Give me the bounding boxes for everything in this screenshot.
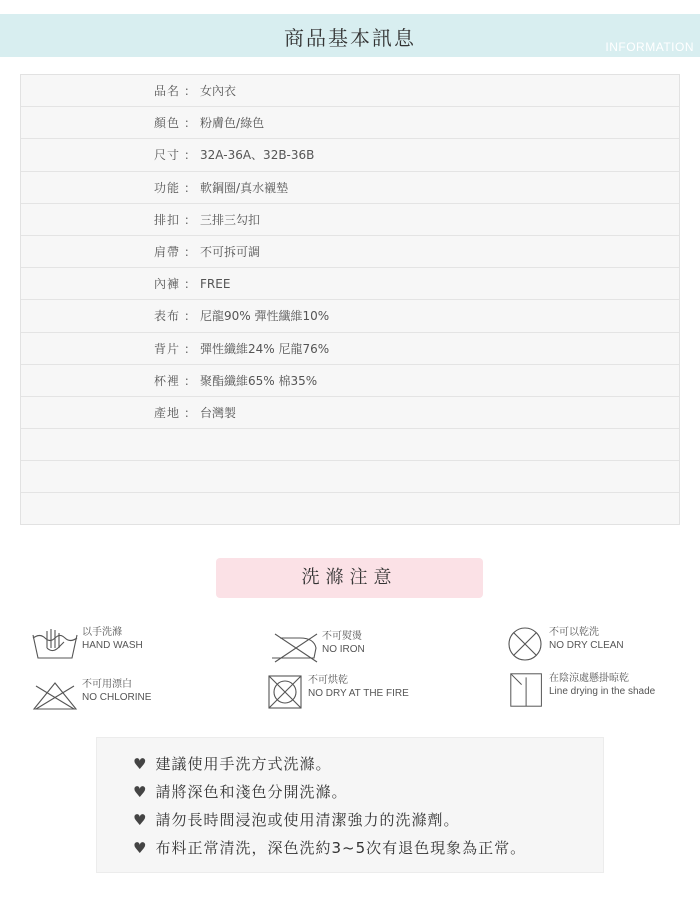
spec-value: 尼龍90% 彈性纖維10% (200, 309, 330, 324)
no-iron-icon (270, 630, 320, 666)
spec-label: 內褲 (154, 277, 181, 292)
spec-row (21, 397, 679, 429)
spec-label: 背片 (154, 341, 181, 356)
no-tumble-dry-icon (266, 674, 306, 710)
care-item-no-iron (270, 630, 365, 666)
line-dry-shade-icon (507, 672, 547, 708)
care-note-text: 請將深色和淺色分開洗滌。 (155, 783, 348, 801)
care-label-en: NO CHLORINE (82, 692, 152, 703)
spec-value: 軟鋼圈/真水襯墊 (200, 180, 289, 195)
spec-row (21, 365, 679, 397)
spec-row (21, 75, 679, 107)
heart-icon: ♥ (133, 782, 148, 801)
spec-label: 尺寸 (154, 148, 181, 163)
spec-colon: ： (184, 341, 197, 356)
care-note (133, 753, 331, 774)
heart-icon: ♥ (133, 754, 148, 773)
spec-value: 粉膚色/綠色 (200, 116, 265, 131)
spec-row-empty (21, 493, 679, 525)
spec-row-empty (21, 429, 679, 461)
spec-value: 三排三勾扣 (200, 212, 261, 227)
spec-table (20, 74, 680, 525)
spec-label: 表布 (154, 309, 181, 324)
spec-label: 功能 (154, 180, 181, 195)
spec-value: FREE (200, 276, 231, 291)
care-label-en: NO DRY AT THE FIRE (308, 688, 409, 699)
spec-row (21, 204, 679, 236)
spec-colon: ： (184, 116, 197, 131)
care-note (133, 837, 526, 858)
hand-wash-icon (30, 626, 80, 662)
spec-value: 台灣製 (200, 405, 237, 420)
spec-value: 彈性纖維24% 尼龍76% (200, 341, 330, 356)
spec-colon: ： (184, 84, 197, 99)
spec-row (21, 333, 679, 365)
spec-colon: ： (184, 180, 197, 195)
care-label-zh: 不可用漂白 (82, 679, 132, 690)
care-item-no-chlorine (30, 678, 151, 714)
heart-icon: ♥ (133, 838, 148, 857)
care-notes-box (96, 737, 604, 873)
care-label-zh: 不可以乾洗 (549, 627, 599, 638)
spec-colon: ： (184, 309, 197, 324)
spec-label: 顏色 (154, 116, 181, 131)
spec-value: 32A-36A、32B-36B (200, 148, 315, 163)
care-item-no-dry-clean (507, 626, 624, 662)
care-label-zh: 在陰涼處懸掛晾乾 (549, 673, 629, 684)
spec-colon: ： (184, 373, 197, 388)
wash-instructions-title: 洗滌注意 (216, 558, 483, 598)
no-chlorine-icon (30, 678, 80, 714)
spec-label: 品名 (154, 84, 181, 99)
care-label-en: NO DRY CLEAN (549, 640, 624, 651)
care-note-text: 布料正常清洗，深色洗約3~5次有退色現象為正常。 (155, 839, 527, 857)
care-note-text: 請勿長時間浸泡或使用清潔強力的洗滌劑。 (155, 811, 460, 829)
care-label-en: NO IRON (322, 644, 365, 655)
care-note (133, 809, 459, 830)
spec-label: 杯裡 (154, 373, 181, 388)
care-item-hand-wash (30, 626, 143, 662)
spec-row-empty (21, 461, 679, 493)
spec-colon: ： (184, 212, 197, 227)
spec-label: 排扣 (154, 212, 181, 227)
spec-colon: ： (184, 405, 197, 420)
spec-colon: ： (184, 245, 197, 260)
section-title-info: 商品基本訊息 (284, 26, 416, 50)
care-label-zh: 不可熨燙 (322, 631, 362, 642)
spec-value: 聚酯纖維65% 棉35% (200, 373, 318, 388)
spec-label: 肩帶 (154, 245, 181, 260)
spec-label: 產地 (154, 405, 181, 420)
care-label-zh: 不可烘乾 (308, 675, 348, 686)
spec-row (21, 236, 679, 268)
section-subtitle-info: INFORMATION (605, 40, 694, 54)
spec-row (21, 172, 679, 204)
no-dry-clean-icon (507, 626, 547, 662)
care-label-zh: 以手洗滌 (82, 627, 122, 638)
spec-colon: ： (184, 148, 197, 163)
care-item-no-tumble-dry (266, 674, 409, 710)
care-label-en: HAND WASH (82, 640, 143, 651)
spec-value: 不可拆可調 (200, 245, 261, 260)
spec-row (21, 268, 679, 300)
spec-value: 女內衣 (200, 84, 237, 99)
care-item-line-dry-shade (507, 672, 655, 708)
care-note (133, 781, 347, 802)
heart-icon: ♥ (133, 810, 148, 829)
spec-row (21, 139, 679, 171)
spec-row (21, 300, 679, 332)
care-note-text: 建議使用手洗方式洗滌。 (155, 755, 332, 773)
spec-row (21, 107, 679, 139)
care-label-en: Line drying in the shade (549, 686, 656, 697)
spec-colon: ： (184, 277, 197, 292)
